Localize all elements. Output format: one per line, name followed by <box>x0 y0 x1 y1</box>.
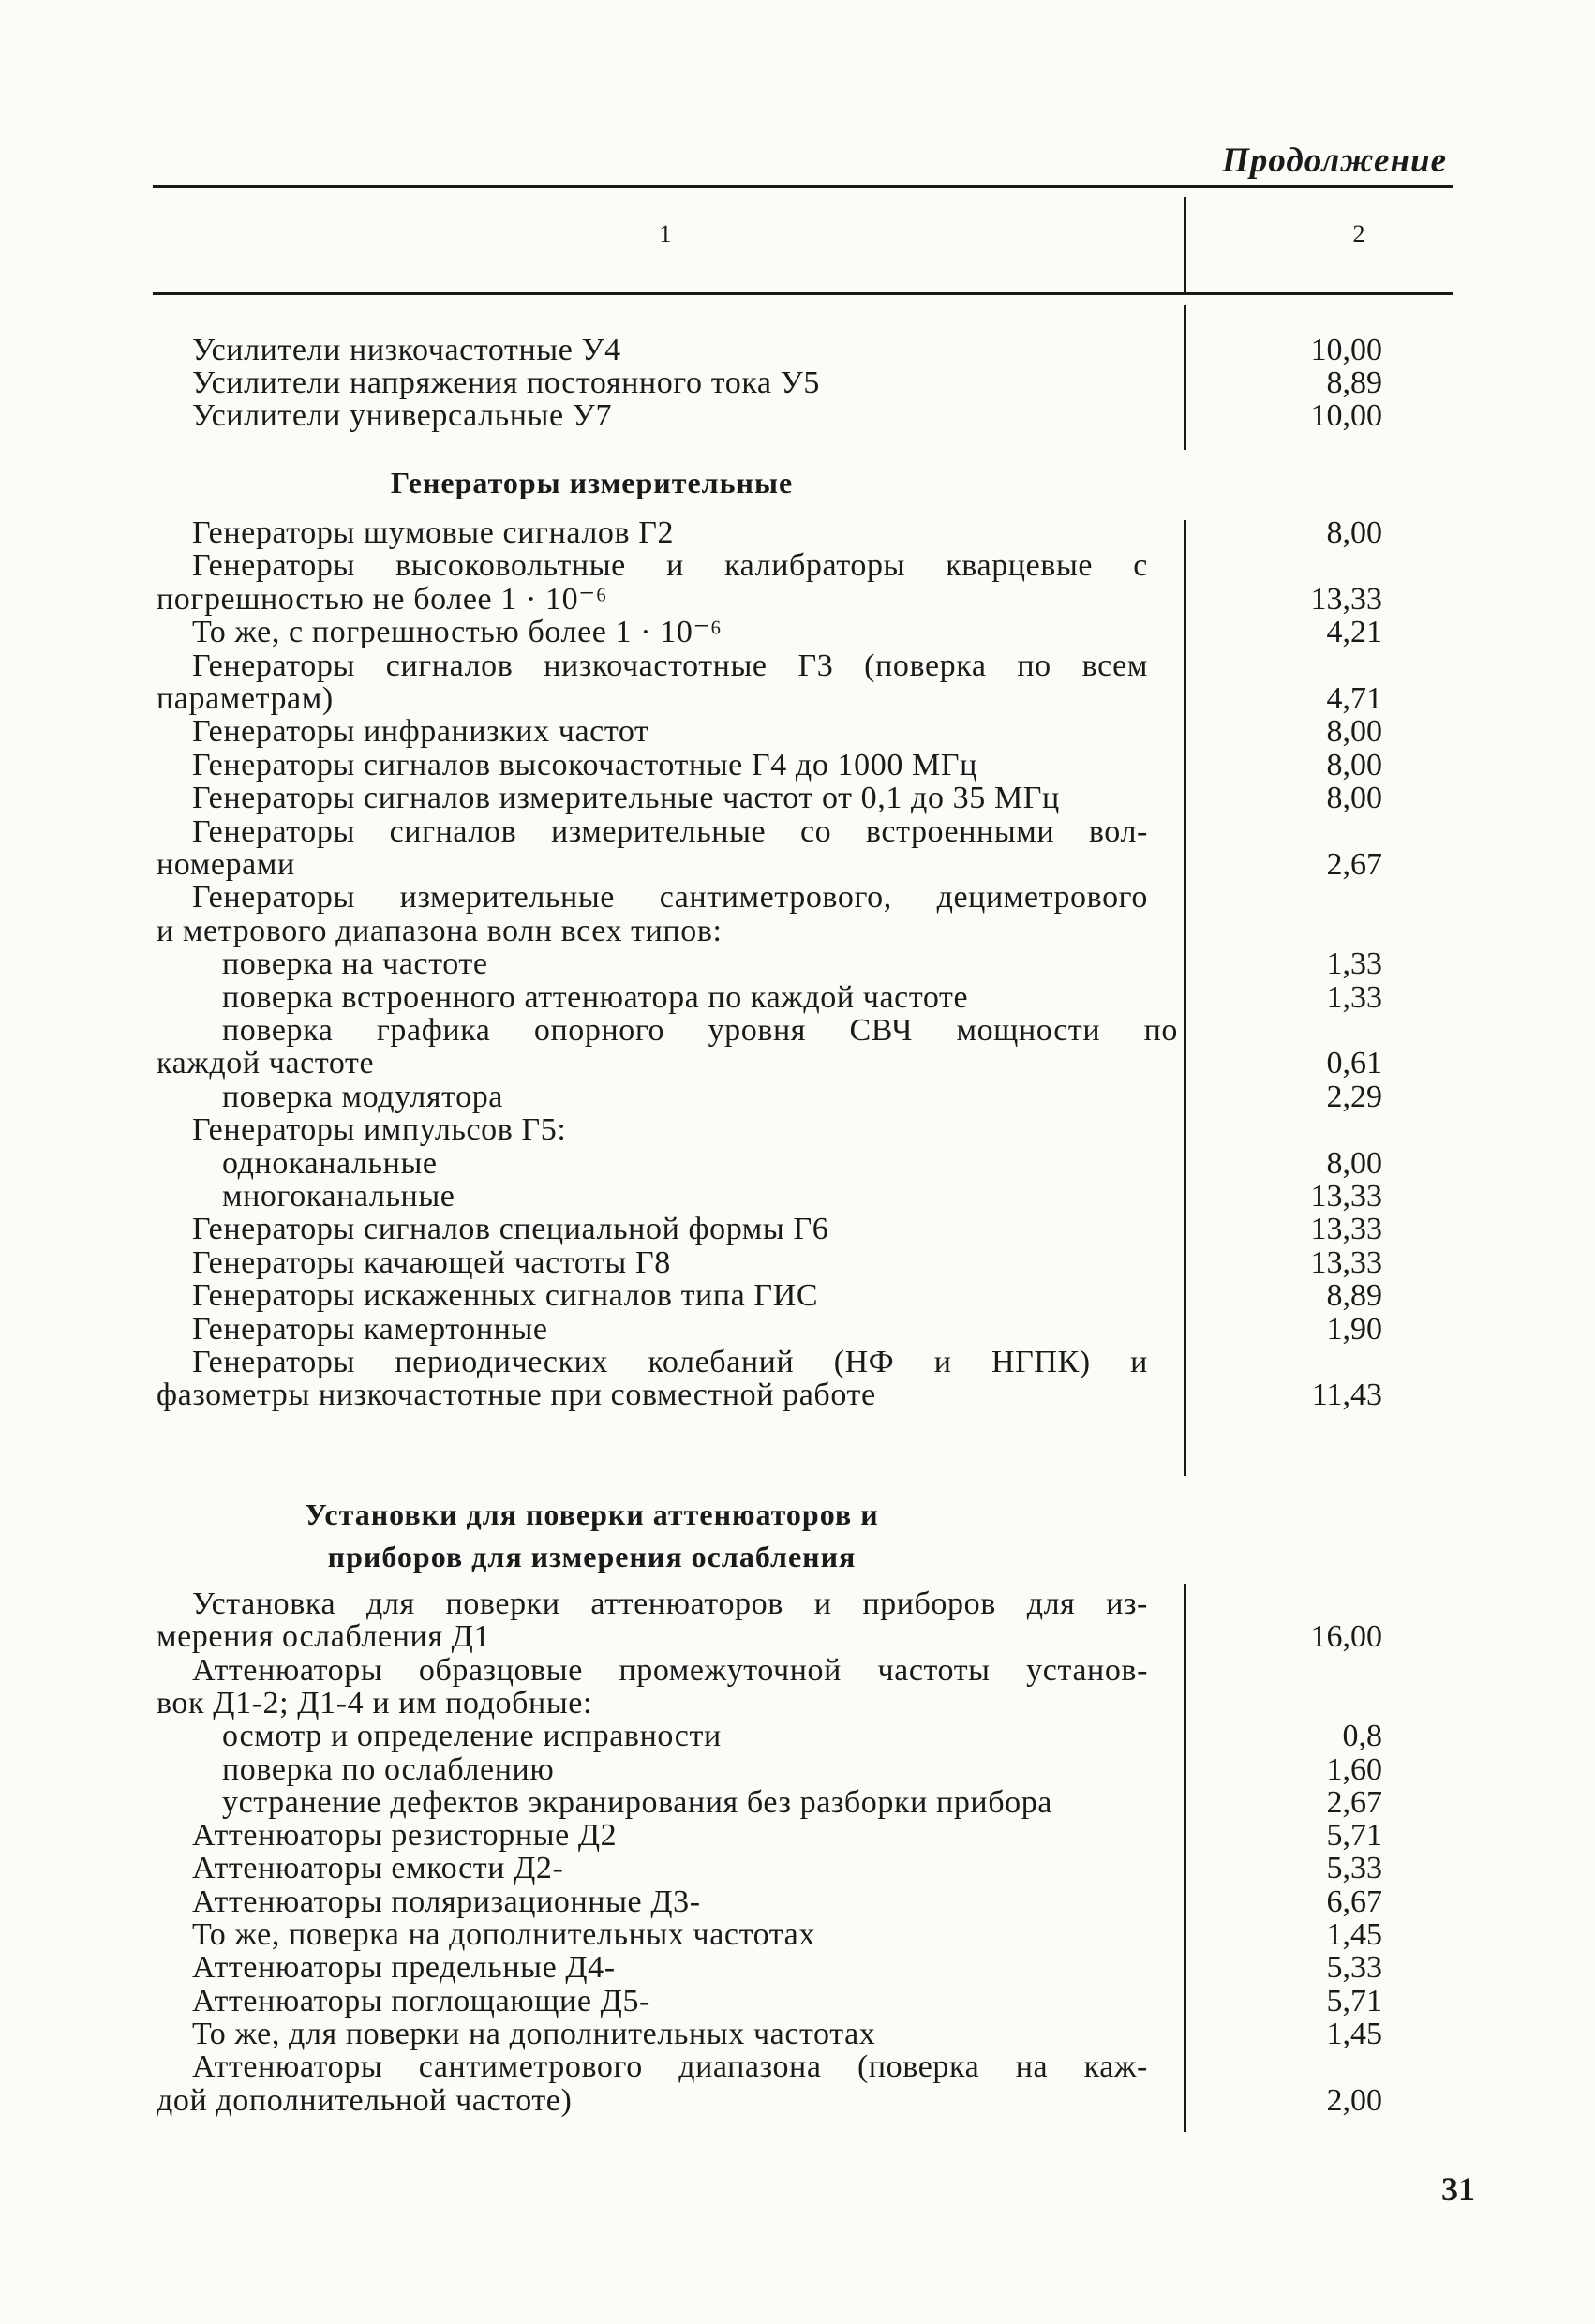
word: частоты <box>877 1652 991 1688</box>
table-row <box>192 615 1551 650</box>
word: установ- <box>1026 1652 1148 1688</box>
row-value: 5,71 <box>1326 1818 1382 1854</box>
table-row <box>192 980 1551 1016</box>
row-value: 2,67 <box>1326 1784 1382 1820</box>
word: опорного <box>533 1013 665 1048</box>
word: мощности <box>956 1013 1101 1048</box>
row-value: 8,89 <box>1326 365 1382 400</box>
word: кварцевые <box>946 548 1094 584</box>
row-label: поверка модулятора <box>222 1079 503 1114</box>
row-label: вок Д1-2; Д1-4 и им подобные: <box>157 1685 593 1721</box>
table-row <box>192 1212 1551 1247</box>
table-row <box>192 333 1551 368</box>
table-row <box>192 1112 1551 1148</box>
table-row <box>192 1278 1551 1314</box>
table-row <box>192 1245 1551 1281</box>
row-value: 13,33 <box>1310 581 1382 617</box>
word: Аттенюаторы <box>192 2049 383 2085</box>
table-row <box>192 1312 1551 1348</box>
word: (НФ <box>833 1345 895 1379</box>
table-row <box>192 1950 1551 1986</box>
row-label: осмотр и определение исправности <box>222 1719 722 1754</box>
table-row <box>157 681 1551 717</box>
row-label: Аттенюаторы емкости Д2- <box>192 1851 564 1886</box>
table-row <box>157 581 1551 618</box>
word: Установка <box>192 1587 336 1621</box>
row-value: 2,00 <box>1326 2082 1382 2118</box>
table-row <box>192 1587 1551 1622</box>
row-value: 5,33 <box>1326 1851 1382 1886</box>
table-row <box>192 1719 1551 1754</box>
row-label: многоканальные <box>222 1179 455 1214</box>
table-row <box>192 1885 1551 1920</box>
row-label: Генераторы качающей частоты Г8 <box>192 1244 671 1280</box>
row-value: 1,33 <box>1326 979 1382 1015</box>
row-value: 0,61 <box>1326 1046 1382 1081</box>
row-label: Генераторы камертонные <box>192 1311 548 1347</box>
word: сигналов <box>389 813 517 849</box>
continued-label: Продолжение <box>1222 142 1447 180</box>
word: и <box>813 1587 832 1621</box>
row-label: номерами <box>157 847 295 882</box>
row-value: 5,71 <box>1326 1983 1382 2019</box>
word: калибраторы <box>724 548 905 584</box>
word: встроенными <box>865 813 1055 849</box>
word: вол- <box>1088 813 1148 849</box>
row-value: 8,00 <box>1326 1145 1382 1181</box>
row-label: Генераторы сигналов высокочастотные Г4 до 1000 МГц <box>192 747 977 782</box>
table-row <box>192 1984 1551 2019</box>
table-header-rule <box>153 292 1453 295</box>
row-label: То же, с погрешностью более 1 · 10⁻⁶ <box>192 615 723 650</box>
table-row <box>192 748 1551 783</box>
word: всем <box>1081 648 1148 683</box>
table-row <box>157 1619 1551 1655</box>
word: (поверка <box>864 648 987 683</box>
word: для <box>1026 1587 1076 1621</box>
word: Г3 <box>798 648 834 683</box>
table-row <box>192 1345 1551 1380</box>
table-row <box>192 946 1551 982</box>
word: Генераторы <box>192 813 355 849</box>
table-row <box>192 1653 1551 1689</box>
row-label <box>192 814 1148 850</box>
word: дециметрового <box>936 880 1148 916</box>
word: аттенюаторов <box>590 1587 783 1621</box>
table-row <box>192 1179 1551 1214</box>
table-row <box>192 548 1551 584</box>
row-value: 5,33 <box>1326 1950 1382 1986</box>
row-value: 4,71 <box>1326 681 1382 716</box>
row-value: 13,33 <box>1310 1212 1382 1247</box>
word: диапазона <box>678 2049 822 2085</box>
row-label: одноканальные <box>222 1145 438 1181</box>
row-label: погрешностью не более 1 · 10⁻⁶ <box>157 581 608 617</box>
table-row <box>157 913 1551 949</box>
word: для <box>366 1587 415 1621</box>
row-value: 8,00 <box>1326 747 1382 782</box>
row-label: Генераторы сигналов измерительные частот от 0,1 до 35 МГц <box>192 781 1060 816</box>
word: сантиметрового <box>418 2049 643 2085</box>
word: графика <box>376 1013 491 1048</box>
row-label: Генераторы шумовые сигналов Г2 <box>192 515 675 550</box>
word: со <box>799 813 832 849</box>
word: уровня <box>708 1013 807 1048</box>
table-row <box>192 1080 1551 1115</box>
word: на <box>1015 2049 1049 2085</box>
table-row <box>192 1752 1551 1788</box>
row-label: Аттенюаторы поляризационные Д3- <box>192 1884 701 1919</box>
row-value: 1,60 <box>1326 1751 1382 1787</box>
table-row <box>192 1851 1551 1886</box>
row-label: Усилители низкочастотные У4 <box>192 333 621 367</box>
table-row <box>157 847 1551 883</box>
table-row <box>192 880 1551 916</box>
word: приборов <box>862 1587 996 1621</box>
row-label: дой дополнительной частоте) <box>157 2082 573 2118</box>
row-label: и метрового диапазона волн всех типов: <box>157 913 723 948</box>
row-value: 1,90 <box>1326 1311 1382 1347</box>
table-row <box>192 714 1551 750</box>
word: образцовые <box>418 1652 583 1688</box>
word: низкочастотные <box>544 648 768 683</box>
row-label: параметрам) <box>157 681 334 716</box>
word: и <box>666 548 684 584</box>
word: каж- <box>1083 2049 1148 2085</box>
row-value: 0,8 <box>1342 1719 1382 1754</box>
row-label <box>192 1345 1148 1380</box>
table-row <box>192 648 1551 684</box>
row-label: устранение дефектов экранирования без разборки прибора <box>222 1784 1053 1820</box>
row-value: 6,67 <box>1326 1884 1382 1919</box>
row-label: Усилители универсальные У7 <box>192 398 613 433</box>
word: по <box>1017 648 1051 683</box>
table-row <box>192 2049 1551 2085</box>
word: измерительные <box>550 813 767 849</box>
row-label: Аттенюаторы резисторные Д2 <box>192 1818 618 1854</box>
row-value: 16,00 <box>1310 1619 1382 1655</box>
row-value: 2,29 <box>1326 1079 1382 1114</box>
row-value: 1,45 <box>1326 1917 1382 1952</box>
word: Генераторы <box>192 548 355 584</box>
row-label: фазометры низкочастотные при совместной работе <box>157 1378 876 1413</box>
section-heading-generators: Генераторы измерительные <box>390 466 794 499</box>
row-label: поверка на частоте <box>222 946 488 982</box>
table-row <box>192 1818 1551 1854</box>
word: НГПК) <box>991 1345 1091 1379</box>
row-label: Генераторы сигналов специальной формы Г6 <box>192 1212 829 1247</box>
table-row <box>192 814 1551 850</box>
word: из- <box>1106 1587 1148 1621</box>
word: и <box>933 1345 952 1379</box>
word: Генераторы <box>192 648 355 683</box>
row-label <box>192 1653 1148 1689</box>
row-label: поверка по ослаблению <box>222 1751 555 1787</box>
row-value: 4,21 <box>1326 615 1382 650</box>
table-row <box>192 2017 1551 2052</box>
table-row <box>192 1785 1551 1821</box>
row-label <box>192 2049 1148 2085</box>
row-label: мерения ослабления Д1 <box>157 1619 491 1655</box>
word: колебаний <box>648 1345 795 1379</box>
word: и <box>1130 1345 1148 1379</box>
row-label: То же, для поверки на дополнительных частотах <box>192 2016 876 2051</box>
row-label: Аттенюаторы поглощающие Д5- <box>192 1983 650 2019</box>
word: Генераторы <box>192 880 355 916</box>
table-row <box>192 1917 1551 1953</box>
word: Генераторы <box>192 1345 355 1379</box>
row-label: Аттенюаторы предельные Д4- <box>192 1950 616 1986</box>
table-row <box>192 781 1551 816</box>
column-2-number: 2 <box>1352 220 1365 247</box>
row-label: Усилители напряжения постоянного тока У5 <box>192 365 820 400</box>
table-row <box>157 1685 1551 1721</box>
word: промежуточной <box>619 1652 842 1688</box>
row-value: 10,00 <box>1310 333 1382 367</box>
row-value: 8,00 <box>1326 781 1382 816</box>
table-row <box>157 1046 1551 1081</box>
row-label <box>192 548 1148 584</box>
page-number: 31 <box>1441 2170 1475 2208</box>
word: поверка <box>222 1013 334 1048</box>
table-row <box>157 2082 1551 2119</box>
table-row <box>192 1146 1551 1182</box>
word: измерительные <box>399 880 615 916</box>
row-label: Генераторы инфранизких частот <box>192 714 649 750</box>
word: периодических <box>395 1345 609 1379</box>
table-row <box>192 365 1551 401</box>
word: СВЧ <box>849 1013 914 1048</box>
row-value: 13,33 <box>1310 1244 1382 1280</box>
column-divider-header <box>1184 197 1186 295</box>
column-1-number: 1 <box>659 220 672 247</box>
row-label <box>192 648 1148 684</box>
row-label: То же, поверка на дополнительных частотах <box>192 1917 815 1952</box>
row-label: каждой частоте <box>157 1046 375 1081</box>
section-heading-attenuators-line1: Установки для поверки аттенюаторов и <box>305 1497 879 1531</box>
row-value: 13,33 <box>1310 1179 1382 1214</box>
word: по <box>1143 1013 1178 1048</box>
table-row <box>192 398 1551 434</box>
row-value: 1,45 <box>1326 2016 1382 2051</box>
row-label: Генераторы импульсов Г5: <box>192 1112 567 1148</box>
word: поверки <box>445 1587 560 1621</box>
row-label <box>192 880 1148 916</box>
row-label: Генераторы искаженных сигналов типа ГИС <box>192 1278 819 1314</box>
table-row <box>192 515 1551 551</box>
section-heading-attenuators-line2: приборов для измерения ослабления <box>327 1540 857 1573</box>
row-value: 1,33 <box>1326 946 1382 982</box>
row-value: 8,00 <box>1326 515 1382 550</box>
word: с <box>1133 548 1148 584</box>
row-value: 11,43 <box>1311 1378 1382 1413</box>
word: сигналов <box>385 648 514 683</box>
row-value: 8,00 <box>1326 714 1382 750</box>
row-label <box>222 1013 1178 1049</box>
row-value: 8,89 <box>1326 1278 1382 1314</box>
table-row <box>192 1013 1551 1049</box>
row-label <box>192 1587 1148 1622</box>
word: сантиметрового, <box>659 880 892 916</box>
word: Аттенюаторы <box>192 1652 383 1688</box>
row-value: 2,67 <box>1326 847 1382 882</box>
table-top-rule <box>153 185 1453 188</box>
row-value: 10,00 <box>1310 398 1382 433</box>
word: (поверка <box>857 2049 980 2085</box>
word: высоковольтные <box>395 548 626 584</box>
row-label: поверка встроенного аттенюатора по каждой частоте <box>222 979 969 1015</box>
table-row <box>157 1378 1551 1413</box>
